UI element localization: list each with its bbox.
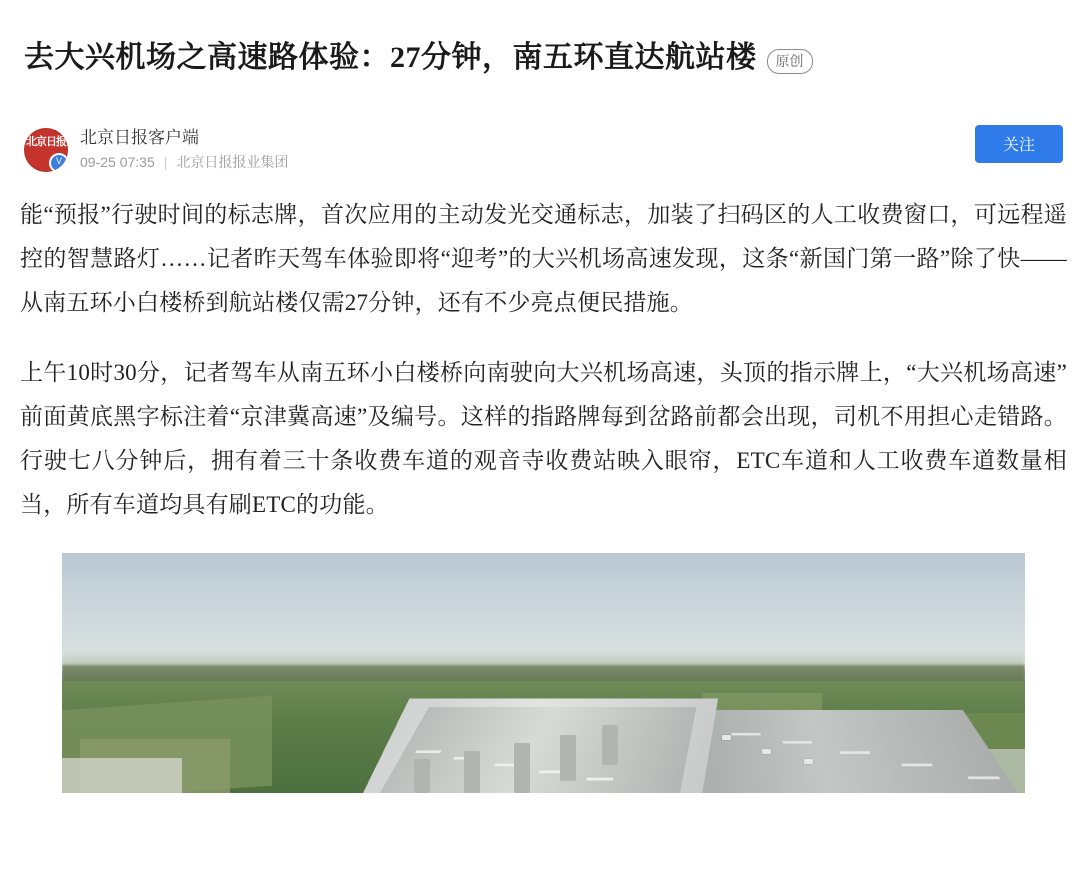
image-field	[62, 758, 182, 793]
article-body	[0, 193, 1087, 793]
follow-button[interactable]: 关注	[975, 125, 1063, 163]
publisher: 北京日报报业集团	[176, 154, 289, 171]
article-image[interactable]	[62, 553, 1025, 793]
paragraph-1: 能“预报”行驶时间的标志牌，首次应用的主动发光交通标志，加装了扫码区的人工收费窗口，可远程遥控的智慧路灯……记者昨天驾车体验即将“迎考”的大兴机场高速发现，这条“新国门第一路”除了快——从南五环小白楼桥到航站楼仅需27分钟，还有不少亮点便民措施。	[20, 201, 1067, 315]
image-pier	[464, 751, 480, 793]
byline-text	[80, 127, 288, 173]
avatar-label: 北京日报	[26, 135, 66, 148]
original-badge: 原创	[767, 49, 813, 74]
meta-line	[80, 152, 288, 172]
page-title: 去大兴机场之高速路体验：27分钟，南五环直达航站楼	[24, 41, 757, 75]
meta-separator: |	[163, 154, 168, 171]
image-vehicle	[722, 735, 731, 740]
image-pier	[514, 743, 530, 793]
avatar[interactable]	[24, 128, 68, 172]
image-vehicle	[762, 749, 771, 754]
byline	[0, 121, 1087, 179]
image-pier	[602, 725, 618, 765]
paragraph-2: 上午10时30分，记者驾车从南五环小白楼桥向南驶向大兴机场高速，头顶的指示牌上，“大兴机场高速”前面黄底黑字标注着“京津冀高速”及编号。这样的指路牌每到岔路前都会出现，司机不用担心走错路。行驶七八分钟后，拥有着三十条收费车道的观音寺收费站映入眼帘，ETC车道和人工收费车道数量相当，所有车道均具有刷ETC的功能。	[20, 359, 1067, 517]
title-row	[0, 0, 1087, 99]
image-pier	[560, 735, 576, 781]
timestamp: 09-25 07:35	[80, 154, 155, 171]
image-pier	[414, 759, 430, 793]
verified-icon: V	[49, 153, 68, 172]
image-vehicle	[804, 759, 813, 764]
source-name[interactable]: 北京日报客户端	[80, 128, 199, 148]
image-lane-markings-right	[669, 720, 1020, 790]
